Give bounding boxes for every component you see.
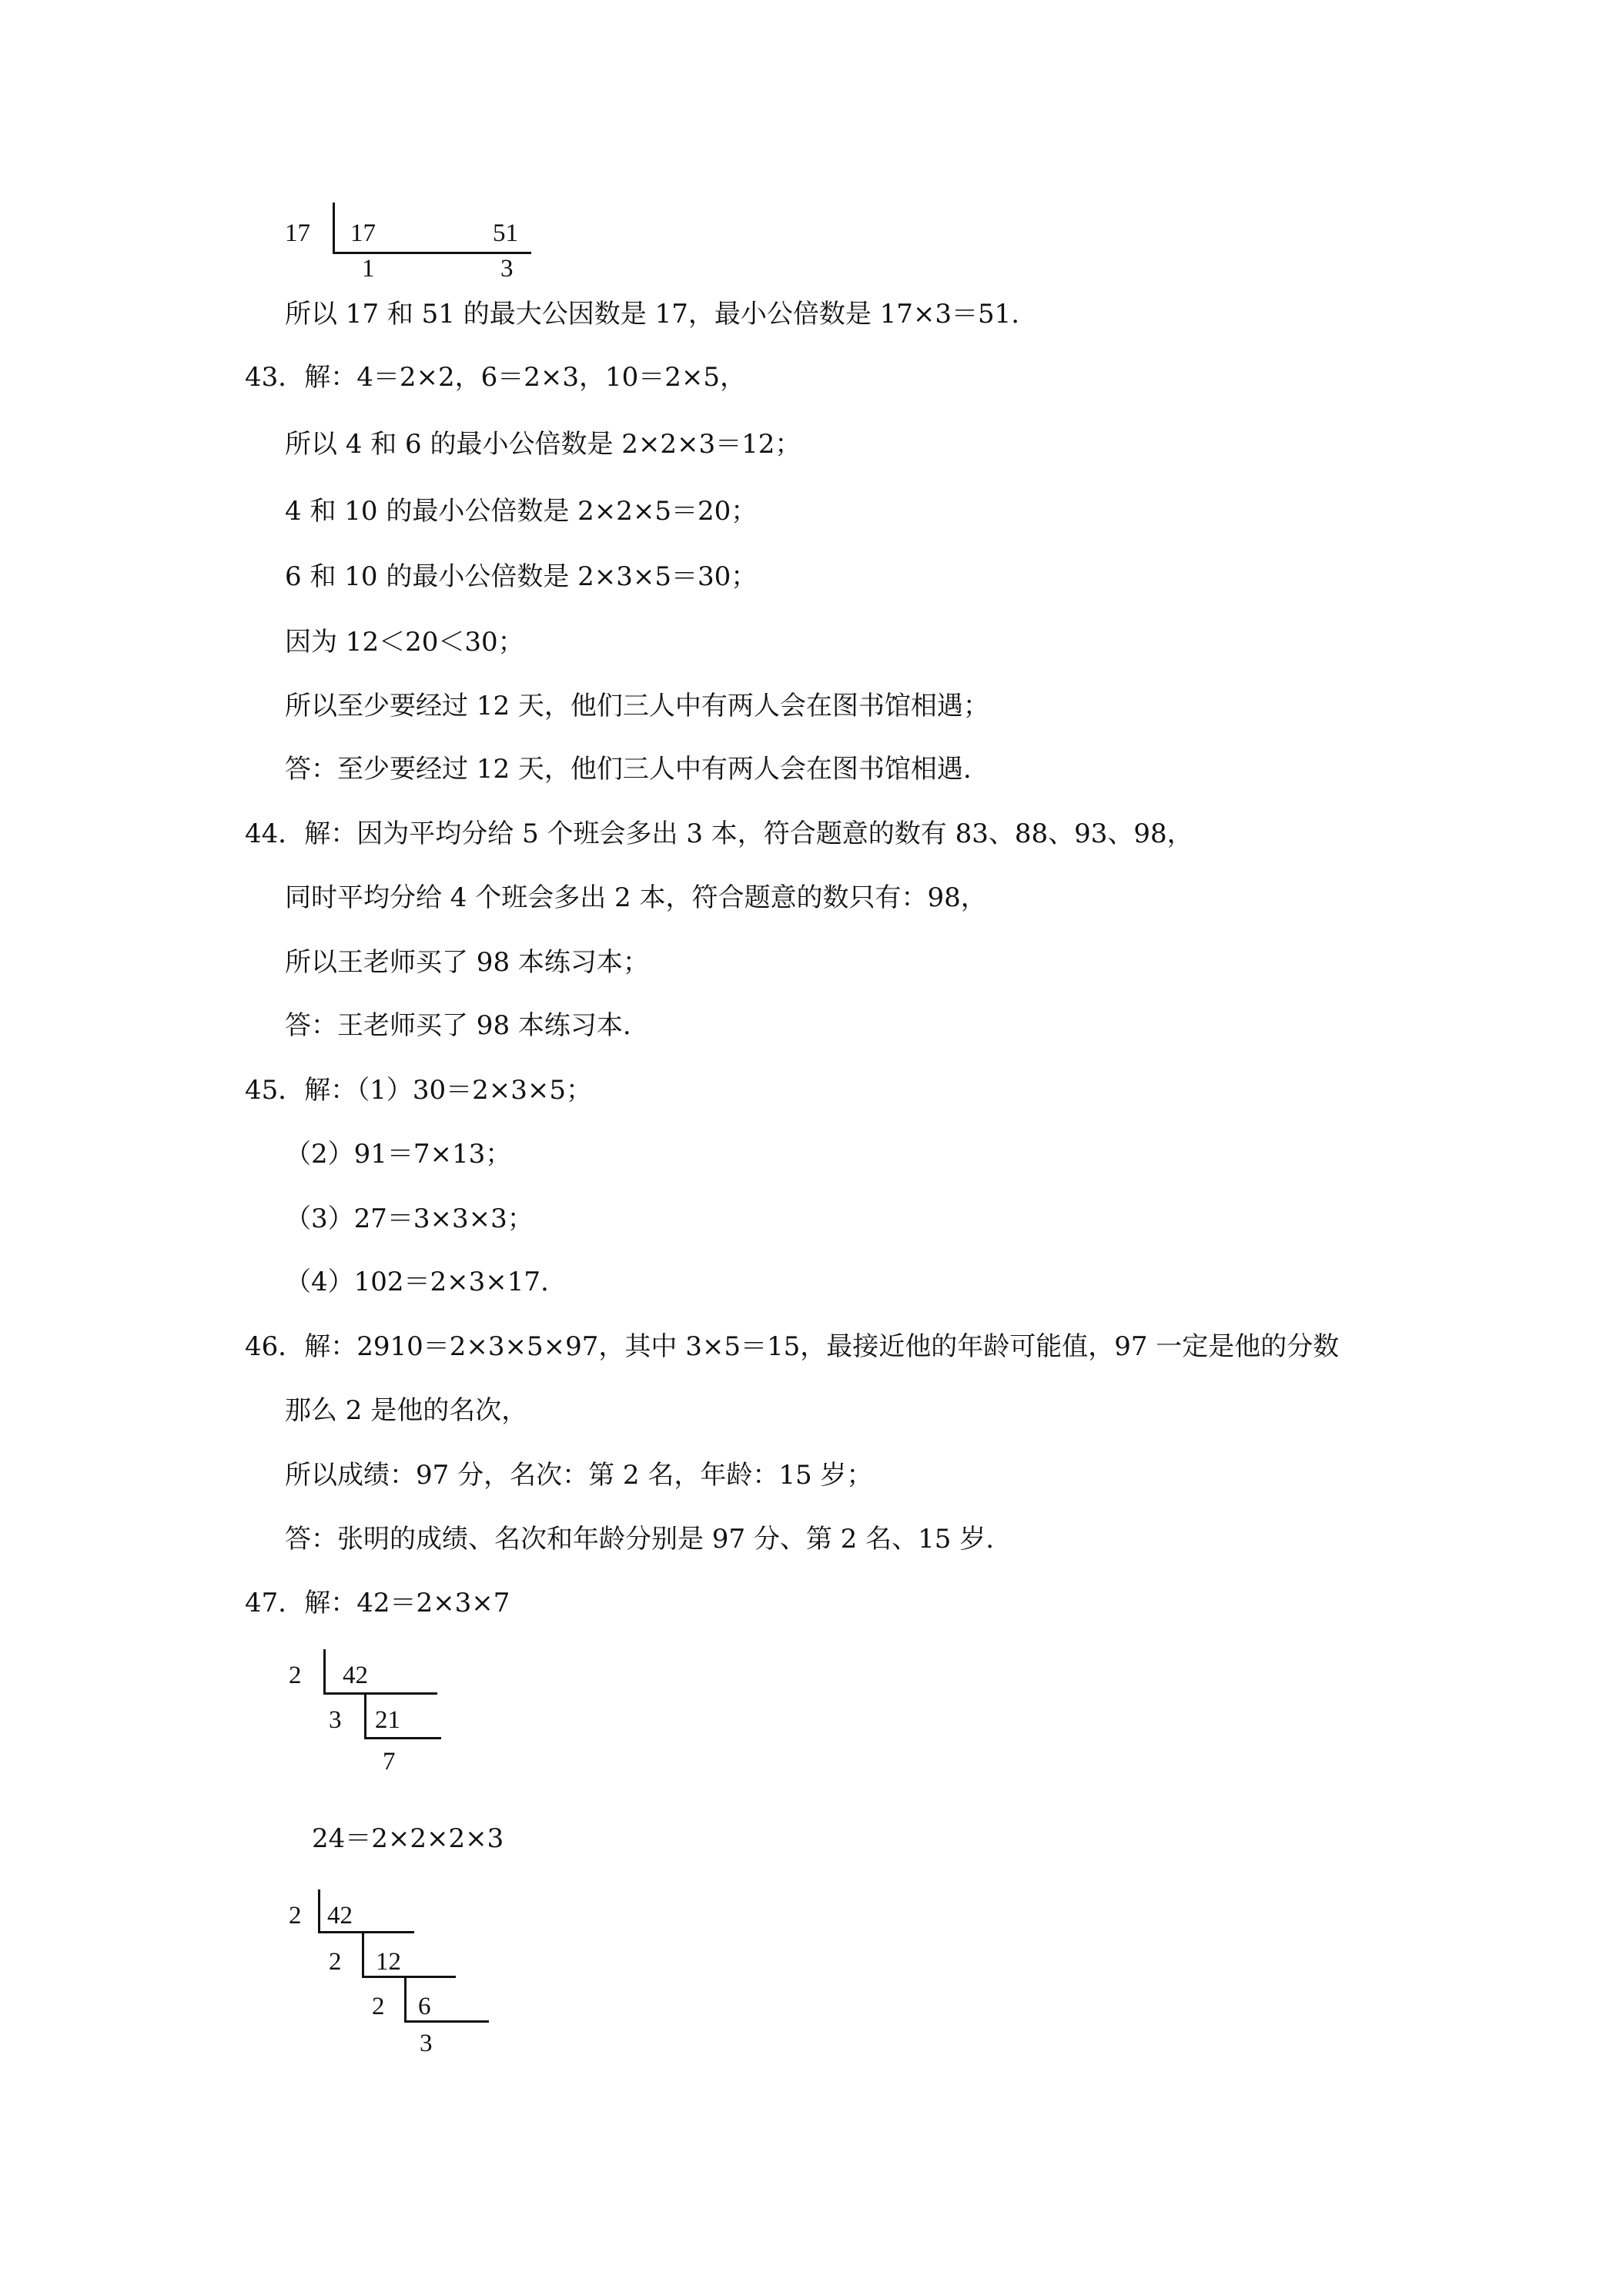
text-line: 所以至少要经过 12 天，他们三人中有两人会在图书馆相遇； [285, 691, 989, 721]
division-bar-horizontal [364, 1737, 441, 1739]
division-bar-vertical [404, 1977, 407, 2022]
short-division-42 [289, 1648, 474, 1786]
text-line: （2）91＝7×13； [285, 1139, 512, 1170]
division-bar-horizontal [333, 252, 531, 254]
division-bar-horizontal [362, 1976, 456, 1978]
short-division-17-51 [285, 196, 562, 289]
dividend: 42 [327, 1902, 353, 1930]
text-line: 所以王老师买了 98 本练习本； [285, 947, 649, 978]
short-division-24 [289, 1886, 520, 2071]
text-line: 所以成绩：97 分，名次：第 2 名，年龄：15 岁； [285, 1460, 873, 1491]
quotient: 3 [420, 2030, 433, 2057]
text-line: （3）27＝3×3×3； [285, 1203, 534, 1234]
division-bar-vertical [318, 1889, 320, 1933]
text-line: （4）102＝2×3×17. [285, 1267, 549, 1297]
answer-line: 答：至少要经过 12 天，他们三人中有两人会在图书馆相遇. [285, 754, 972, 785]
question-46-heading: 46．解：2910＝2×3×5×97，其中 3×5＝15，最接近他的年龄可能值，97 一定是他的分数 [245, 1331, 1340, 1362]
divisor: 2 [329, 1948, 342, 1976]
text-line: 同时平均分给 4 个班会多出 2 本，符合题意的数只有：98， [285, 882, 987, 913]
quotient: 1 [362, 255, 375, 283]
division-bar-horizontal [323, 1692, 437, 1695]
dividend: 42 [343, 1662, 368, 1689]
dividend: 6 [418, 1993, 431, 2020]
question-45-heading: 45．解：（1）30＝2×3×5； [245, 1075, 593, 1106]
divisor: 2 [289, 1662, 302, 1689]
dividend: 21 [375, 1706, 400, 1734]
quotient: 7 [383, 1748, 396, 1776]
text-line: 那么 2 是他的名次， [285, 1395, 528, 1426]
text-line: 6 和 10 的最小公倍数是 2×3×5＝30； [285, 561, 758, 592]
division-bar-vertical [362, 1933, 364, 1977]
divisor: 2 [289, 1902, 302, 1930]
dividend: 51 [493, 219, 518, 247]
divisor: 17 [285, 219, 310, 247]
question-43-heading: 43．解：4＝2×2，6＝2×3，10＝2×5， [245, 362, 747, 393]
division-bar-vertical [333, 202, 335, 253]
answer-line: 答：王老师买了 98 本练习本. [285, 1010, 631, 1041]
conclusion-line: 所以 17 和 51 的最大公因数是 17，最小公倍数是 17×3＝51. [285, 299, 1020, 330]
divisor: 2 [372, 1993, 385, 2020]
dividend: 12 [376, 1948, 401, 1976]
division-bar-vertical [323, 1649, 326, 1694]
text-line: 24＝2×2×2×3 [312, 1823, 504, 1854]
division-bar-horizontal [318, 1931, 414, 1933]
text-line: 因为 12＜20＜30； [285, 627, 524, 658]
question-44-heading: 44．解：因为平均分给 5 个班会多出 3 本，符合题意的数有 83、88、93、98， [245, 818, 1193, 849]
division-bar-horizontal [404, 2020, 489, 2023]
divisor: 3 [329, 1706, 342, 1734]
answer-line: 答：张明的成绩、名次和年龄分别是 97 分、第 2 名、15 岁. [285, 1524, 995, 1555]
dividend: 17 [350, 219, 376, 247]
question-47-heading: 47．解：42＝2×3×7 [245, 1588, 510, 1618]
text-line: 4 和 10 的最小公倍数是 2×2×5＝20； [285, 496, 758, 527]
division-bar-vertical [364, 1694, 366, 1739]
quotient: 3 [500, 255, 514, 283]
text-line: 所以 4 和 6 的最小公倍数是 2×2×3＝12； [285, 429, 801, 460]
